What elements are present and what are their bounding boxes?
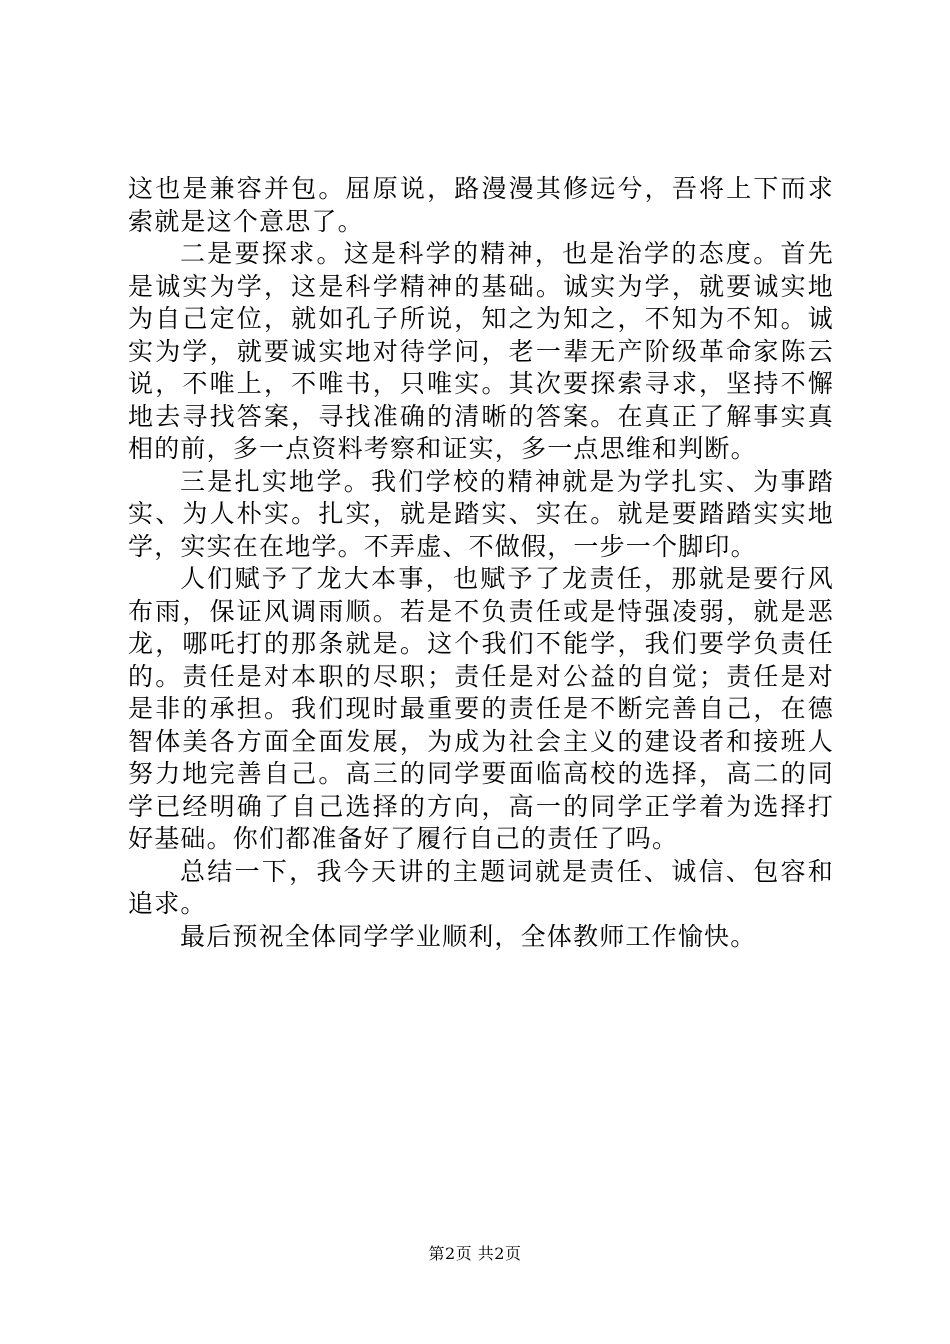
paragraph-4: 人们赋予了龙大本事，也赋予了龙责任，那就是要行风布雨，保证风调雨顺。若是不负责任或是恃强凌弱，就是恶龙，哪吒打的那条就是。这个我们不能学，我们要学负责任的。责任是对本职的尽职；责任是对公益的自觉；责任是对是非的承担。我们现时最重要的责任是不断完善自己，在德智体美各方面全面发展，为成为社会主义的建设者和接班人努力地完善自己。高三的同学要面临高校的选择，高二的同学已经明确了自己选择的方向，高一的同学正学着为选择打好基础。你们都准备好了履行自己的责任了吗。 (128, 564, 834, 853)
page-footer: 第2页 共2页 (428, 1244, 522, 1263)
paragraph-1: 这也是兼容并包。屈原说，路漫漫其修远兮，吾将上下而求索就是这个意思了。 (128, 174, 834, 236)
paragraph-3: 三是扎实地学。我们学校的精神就是为学扎实、为事踏实、为人朴实。扎实，就是踏实、实在。就是要踏踏实实地学，实实在在地学。不弄虚、不做假，一步一个脚印。 (128, 466, 834, 561)
document-body (128, 173, 834, 953)
paragraph-6: 最后预祝全体同学学业顺利，全体教师工作愉快。 (180, 921, 757, 951)
paragraph-5: 总结一下，我今天讲的主题词就是责任、诚信、包容和追求。 (128, 856, 834, 918)
paragraph-2: 二是要探求。这是科学的精神，也是治学的态度。首先是诚实为学，这是科学精神的基础。诚实为学，就要诚实地为自己定位，就如孔子所说，知之为知之，不知为不知。诚实为学，就要诚实地对待学问，老一辈无产阶级革命家陈云说，不唯上，不唯书，只唯实。其次要探索寻求，坚持不懈地去寻找答案，寻找准确的清晰的答案。在真正了解事实真相的前，多一点资料考察和证实，多一点思维和判断。 (128, 239, 834, 463)
